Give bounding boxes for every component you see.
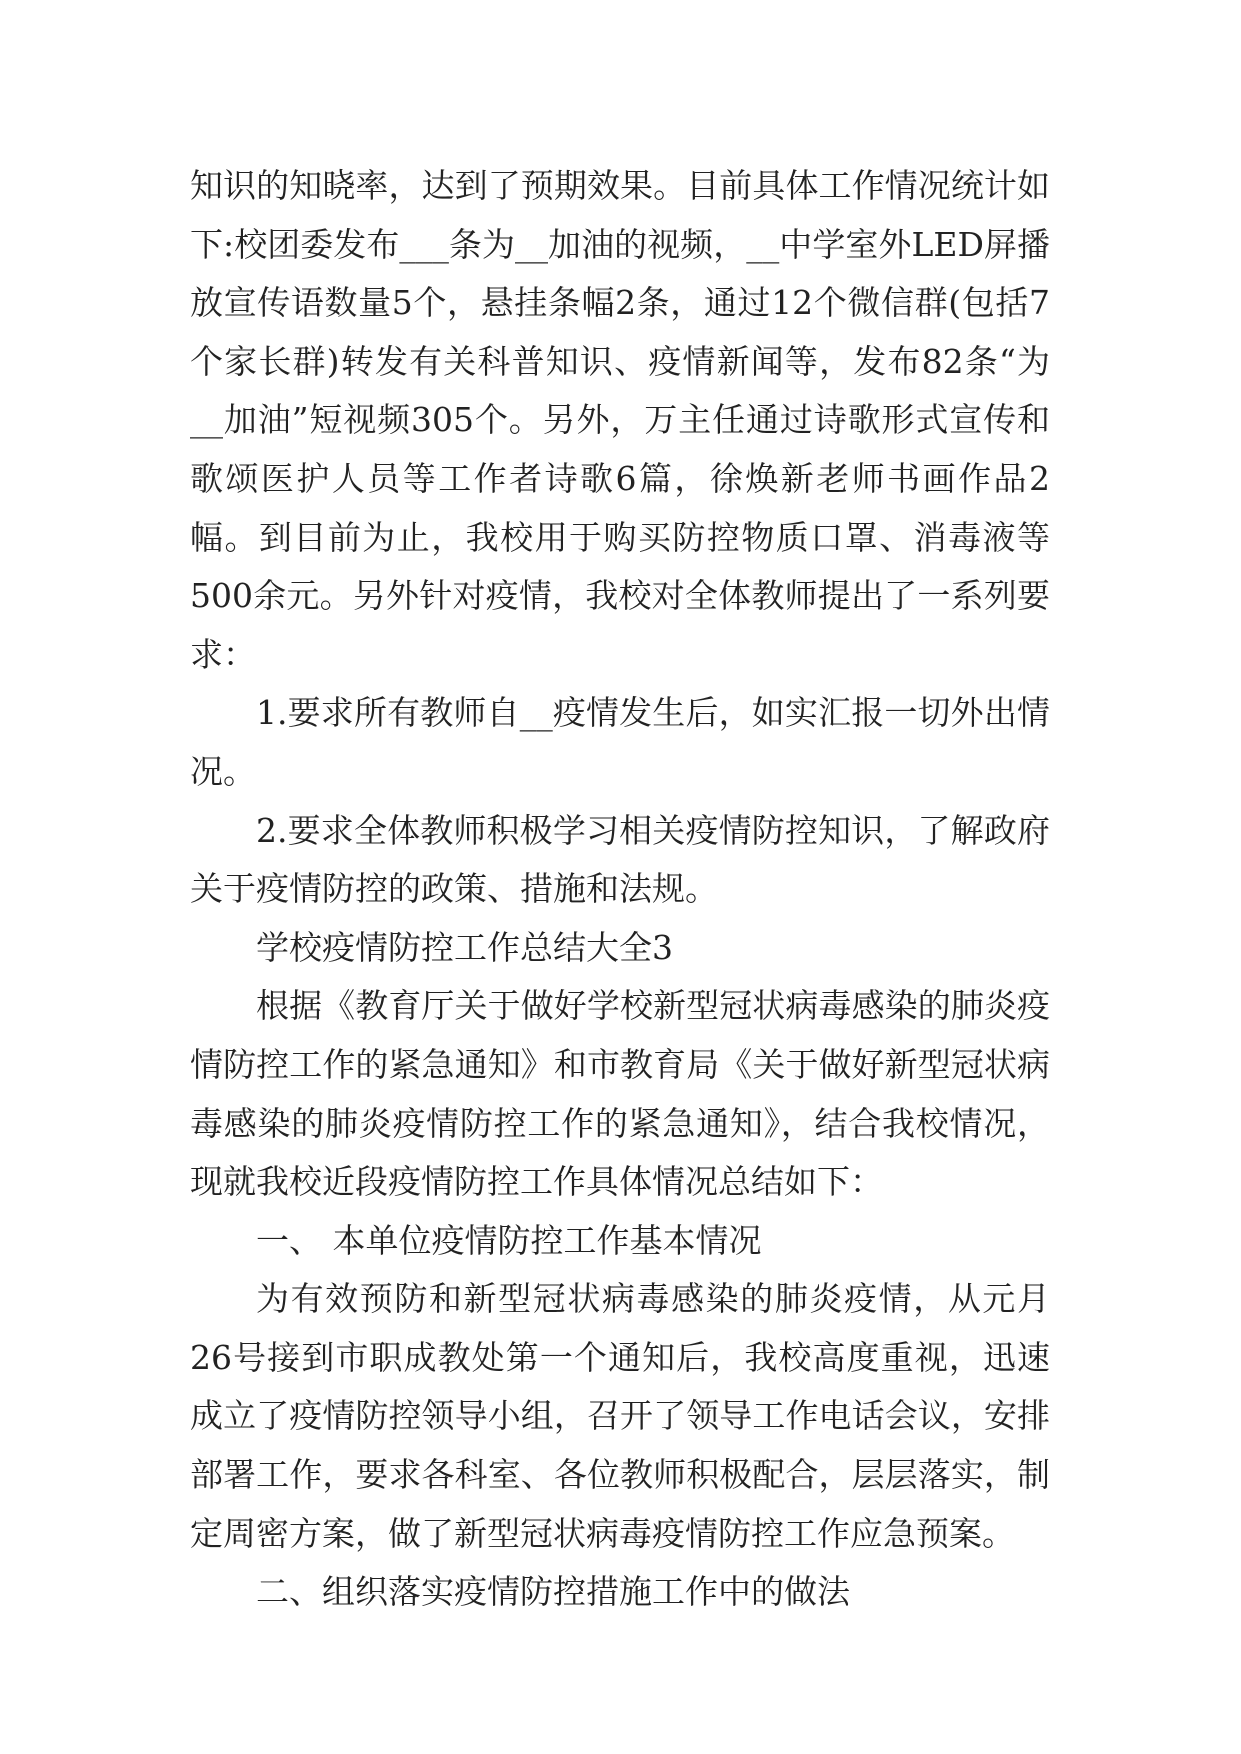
document-body [190,157,1050,1622]
section-title: 学校疫情防控工作总结大全3 [256,927,673,967]
subheading-basic-situation: 一、 本单位疫情防控工作基本情况 [256,1220,762,1260]
paragraph-notice-basis: 根据《教育厅关于做好学校新型冠状病毒感染的肺炎疫情防控工作的紧急通知》和市教育局《关于做好新型冠状病毒感染的肺炎疫情防控工作的紧急通知》，结合我校情况，现就我校近段疫情防控工作具体情况总结如下： [190,986,1050,1202]
subheading-implementation-methods: 二、组织落实疫情防控措施工作中的做法 [256,1572,850,1612]
paragraph-requirement-2: 2.要求全体教师积极学习相关疫情防控知识，了解政府关于疫情防控的政策、措施和法规。 [190,810,1050,909]
paragraph-statistics: 知识的知晓率，达到了预期效果。目前具体工作情况统计如下:校团委发布___条为__加油的视频，__中学室外LED屏播放宣传语数量5个，悬挂条幅2条，通过12个微信群(包括7个家长群)转发有关科普知识、疫情新闻等，发布82条“为__加油”短视频305个。另外，万主任通过诗歌形式宣传和歌颂医护人员等工作者诗歌6篇，徐焕新老师书画作品2幅。到目前为止，我校用于购买防控物质口罩、消毒液等500余元。另外针对疫情，我校对全体教师提出了一系列要求： [190,166,1050,674]
paragraph-requirement-1: 1.要求所有教师自__疫情发生后，如实汇报一切外出情况。 [190,693,1050,791]
paragraph-prevention-measures: 为有效预防和新型冠状病毒感染的肺炎疫情，从元月26号接到市职成教处第一个通知后，我校高度重视，迅速成立了疫情防控领导小组，召开了领导工作电话会议，安排部署工作，要求各科室、各位教师积极配合，层层落实，制定周密方案，做了新型冠状病毒疫情防控工作应急预案。 [190,1279,1050,1553]
